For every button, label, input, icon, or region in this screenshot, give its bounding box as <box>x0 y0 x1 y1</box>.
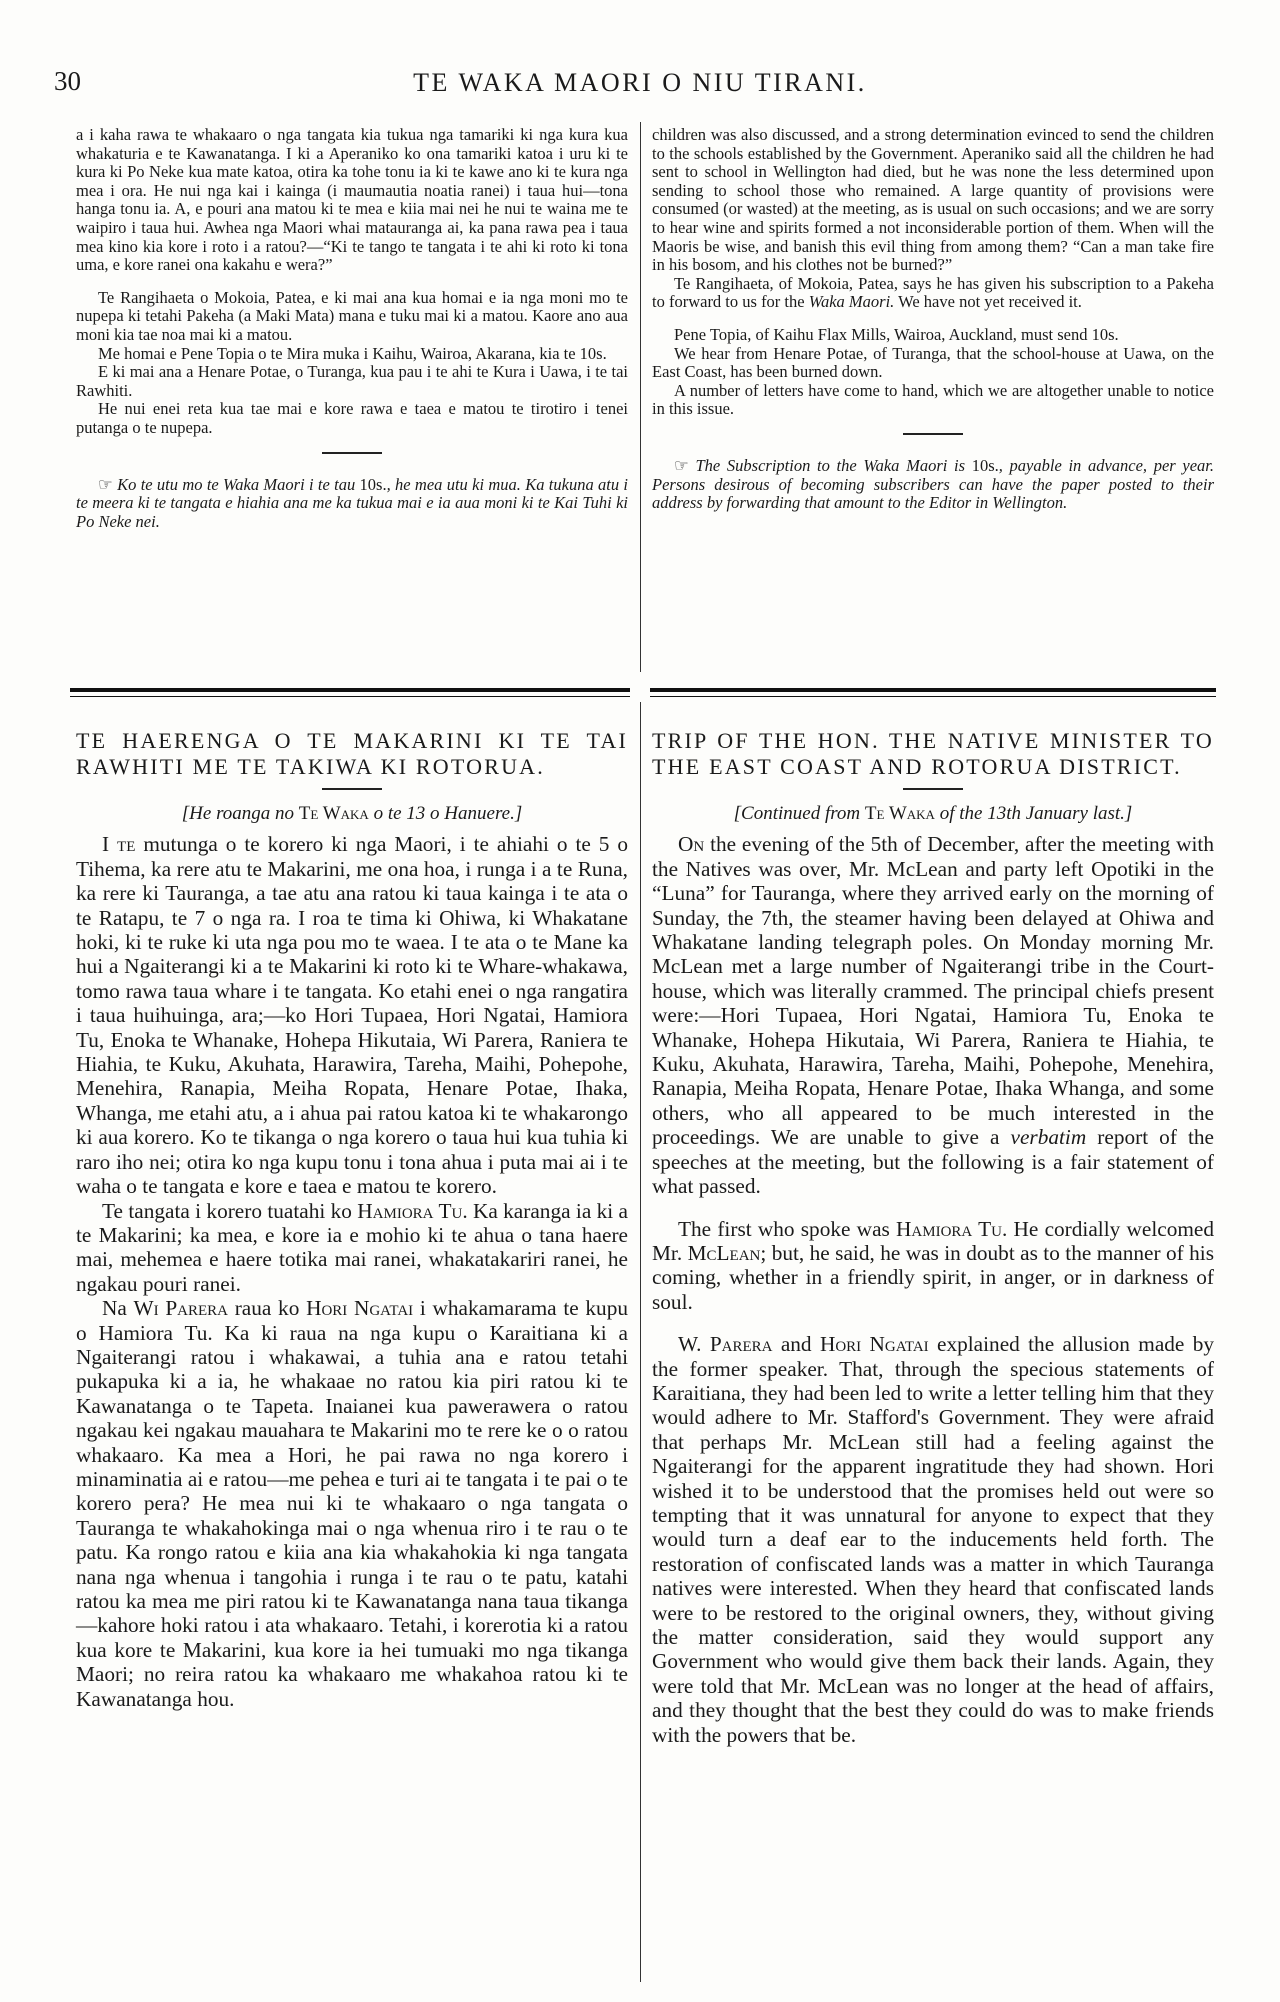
paragraph <box>76 1296 628 1711</box>
text-run: E ki mai ana a Henare Potae, o Turanga, kua pau i te ahi te Kura i Uawa, i te tai Rawhiti. <box>76 362 628 400</box>
top-left-text <box>76 126 628 438</box>
small-caps-text: Hori Ngatai <box>306 1296 414 1321</box>
divider <box>322 452 382 454</box>
subscription-notice-english <box>652 457 1214 513</box>
text-run: Te Rangihaeta o Mokoia, Patea, e ki mai ana kua homai e ia nga moni mo te nupepa ki tetahi Pakeha (a Maki Mata) mana e tuku mai ki a matou. Kaore ano aua moni kia tae noa mai ki a matou. <box>76 287 628 344</box>
text-run: ; but, he said, he was in doubt as to the manner of his coming, whether in a friendly spirit, in anger, or in darkness of soul. <box>652 1240 1214 1314</box>
paragraph <box>76 345 628 364</box>
top-right-column <box>652 126 1214 513</box>
paragraph <box>652 382 1214 419</box>
article-body <box>76 832 628 1711</box>
article-subheading <box>76 802 628 826</box>
page-number: 30 <box>54 66 81 96</box>
text-run: Na <box>102 1296 134 1321</box>
article-heading: TRIP OF THE HON. THE NATIVE MINISTER TO THE EAST COAST AND ROTORUA DISTRICT. <box>652 728 1214 779</box>
text-run: Ko te utu mo te Waka Maori i te tau <box>117 474 360 494</box>
text-run: O <box>678 832 694 857</box>
italic-text: Waka Maori. <box>808 292 895 312</box>
small-caps-text: Hamiora Tu. <box>357 1198 468 1223</box>
text-run: The first who spoke was <box>678 1216 897 1241</box>
paragraph <box>76 363 628 400</box>
paragraph <box>76 832 628 1198</box>
text-run: , he mea utu ki mua. Ka tukuna atu i te meera ki te tangata e hiahia ana me ka tukua mai e ia aua moni ki te Kai Tuhi ki Po Neke nei. <box>76 474 629 531</box>
paragraph <box>652 1332 1214 1747</box>
italic-text: verbatim <box>1010 1125 1087 1150</box>
text-run: explained the allusion made by the former speaker. That, through the specious statements of Karaitiana, they had been led to write a letter telling him that they would adhere to Mr. Stafford's Government. They were afraid that perhaps Mr. McLean still had a feeling against the Ngaiterangi for the apparent ingratitude they had shown. Hori wished it to be understood that the promises held out were so tempting that it was unnatural for anyone to expect that they would turn a deaf ear to the inducements held forth. The restoration of confiscated lands was a matter in which Tauranga natives were interested. When they heard that confiscated lands were to be restored to the original owners, they, without giving the matter consideration, said they would support any Government who would give them back their lands. Again, they were told that Mr. McLean was no longer at the head of affairs, and they thought that the best they could do was to make friends with the powers that be. <box>652 1332 1215 1747</box>
text-run: the evening of the 5th of December, after the meeting with the Natives was over, Mr. McLean and party left Opotiki in the “Luna” for Tauranga, where they arrived early on the morning of Sunday, the 7th, the steamer having been delayed at Ohiwa and Whakatane landing telegraph poles. On Monday morning Mr. McLean met a large number of Ngaiterangi tribe in the Court-house, which was literally crammed. The principal chiefs present were:—Hori Tupaea, Hori Ngatai, Hamiora Tu, Enoka te Whanake, Hohepa Hikutaia, Wi Parera, Raniera te Hiahia, te Kuku, Akuhata, Harawira, Tareha, Maihi, Pohepohe, Menehira, Ranapia, Meiha Ropata, Henare Potae, Ihaka Whanga, and some others, who all appeared to be much interested in the proceedings. We are unable to give a <box>652 832 1214 1150</box>
small-caps-text: McLean <box>687 1240 761 1265</box>
subscription-notice-maori <box>76 476 628 532</box>
paragraph-group <box>652 832 1214 1198</box>
column-divider <box>640 702 641 1982</box>
text-run: A number of letters have come to hand, which we are altogether unable to notice in this issue. <box>652 380 1214 419</box>
text-run: Pene Topia, of Kaihu Flax Mills, Wairoa, Auckland, must send 10s. <box>674 324 1119 344</box>
paragraph-group <box>76 832 628 1711</box>
divider <box>322 788 382 790</box>
text-run: We have not yet received it. <box>894 292 1082 312</box>
paragraph-group <box>652 1217 1214 1315</box>
section-rule-thick <box>650 688 1216 692</box>
text-run: o te 13 o Hanuere.] <box>368 803 523 824</box>
column-divider <box>640 122 641 672</box>
text-run: W. <box>678 1332 710 1357</box>
article-heading: TE HAERENGA O TE MAKARINI KI TE TAI RAWHITI ME TE TAKIWA KI ROTORUA. <box>76 728 628 779</box>
text-run: [He roanga no <box>181 803 299 824</box>
text-run: 10s. <box>359 474 387 494</box>
top-left-column <box>76 126 628 531</box>
section-rule-thin <box>70 696 630 697</box>
small-caps-text: Te Waka <box>298 803 369 824</box>
text-run: The Subscription to the Waka Maori is <box>695 455 972 475</box>
paragraph <box>76 126 628 275</box>
paragraph <box>76 289 628 345</box>
small-caps-text: Hori Ngatai <box>819 1332 929 1357</box>
text-run: , payable in advance, per year. Persons desirous of becoming subscribers can have the paper posted to their address by forwarding that amount to the Editor in Wellington. <box>652 455 1215 513</box>
paragraph <box>652 1217 1214 1315</box>
paragraph <box>76 1199 628 1297</box>
small-caps-text: Wi Parera <box>133 1296 229 1321</box>
paragraph-group <box>76 126 628 275</box>
paragraph <box>652 275 1214 312</box>
paragraph-group <box>652 326 1214 419</box>
section-rule-thick <box>70 688 630 692</box>
text-run: report of the speeches at the meeting, but the following is a fair statement of what passed. <box>652 1125 1214 1199</box>
pointing-hand-icon: ☞ <box>98 474 113 494</box>
small-caps-text: te <box>117 832 136 857</box>
small-caps-text: Parera <box>709 1332 773 1357</box>
divider <box>903 788 963 790</box>
text-run: children was also discussed, and a strong determination evinced to send the children to the schools established by the Government. Aperaniko said all the children he had sent to school in Wellington had died, but he was none the less determined upon sending to school those who remained. A large quantity of provisions were consumed (or wasted) at the meeting, as is usual on such occasions; and we are sorry to hear wine and spirits formed a not inconsiderable portion of them. When will the Maoris be wise, and banish this evil thing from among them? “Can a man take fire in his bosom, and his clothes not be burned?” <box>652 125 1214 275</box>
paragraph-group <box>652 126 1214 312</box>
text-run: We hear from Henare Potae, of Turanga, that the school-house at Uawa, on the East Coast, has been burned down. <box>652 343 1214 382</box>
text-run: mutunga o te korero ki nga Maori, i te ahiahi o te 5 o Tihema, ka rere atu te Makarini, me ona hoa, i runga i a te Runa, ka rere ki Tauranga, a tae atu ana ratou ki taua kainga i te ata o te Ratapu, te 7 o nga ra. I roa te tima ki Ohiwa, ki Whakatane hoki, ki te ruke ki uta nga pou mo te waea. I te ata o te Mane ka hui a Ngaiterangi ki a te Makarini ki roto ki te Whare-whakawa, tomo rawa taua whare i te tangata. Ko etahi enei o nga rangatira i taua huihuinga, ara;—ko Hori Tupaea, Hori Ngatai, Hamiora Tu, Enoka te Whanake, Hohepa Hikutaia, Wi Parera, Raniera te Hiahia, te Kuku, Akuhata, Harawira, Tareha, Maihi, Pohepohe, Menehira, Ranapia, Meiha Ropata, Henare Potae, Ihaka, Whanga, me etahi atu, a i ahua pai ratou katoa ki te whakarongo ki aua korero. Ko te tikanga o nga korero o taua hui kua tuhia ki raro iho nei; otira ko nga kupu tonu i tona ahua i puta mai ai i te waha o te tangata e kore e taea e matou te korero. <box>76 832 628 1199</box>
small-caps-text: n <box>693 832 705 857</box>
article-body <box>652 832 1214 1747</box>
small-caps-text: Te Waka <box>864 803 935 824</box>
text-run: [Continued from <box>733 803 865 824</box>
text-run: He cordially welcomed Mr. <box>652 1216 1215 1265</box>
paragraph <box>652 345 1214 382</box>
text-run: of the 13th January last.] <box>934 803 1133 824</box>
text-run: raua ko <box>228 1296 307 1321</box>
divider <box>903 433 963 435</box>
small-caps-text: Hamiora Tu. <box>896 1216 1008 1241</box>
paragraph-group <box>652 1332 1214 1747</box>
maori-article <box>76 728 628 1729</box>
text-run: Te tangata i korero tuatahi ko <box>102 1198 358 1223</box>
text-run: Ka karanga ia ki a te Makarini; ka mea, e kore ia e mohio ki te ahua o tana haere mai, mehemea e haere totika mai ranei, whakatakariri ranei, he ngakau pouri ranei. <box>76 1198 628 1296</box>
paragraph <box>652 326 1214 345</box>
text-run: i whakamarama te kupu o Hamiora Tu. Ka ki raua na nga kupu o Karaitiana ki a Ngaiterangi ratou i whakawai, a tuhia ana e ratou tetahi pukapuka ki a ia, he whakaae no ratou kia piri ratou ki te Kawanatanga o te Tapeta. Inaianei kua pawerawera o ratou ngakau kei ngakau mauahara te Makarini mo te rere ke o o ratou whakaaro. Ka mea a Hori, he pai rawa no nga korero i minaminatia ai e ratou—me pehea e turi ai te tangata i te pai o te korero pera? He mea nui ki te whakaaro o nga tangata o Tauranga te whakahokinga mai o nga whenua riro i te rau o te patu. Ka rongo ratou e kiia ana kia whakahokia ki nga tangata nana nga whenua i tangohia i runga i te rau o te patu, katahi ratou ka mea me piri ratou ki te Kawanatanga nana taua tikanga—kahore hoki ratou i ata whakaaro. Tetahi, i korerotia ki a ratou kua kore te Makarini, kua kore ia hei tumuaki mo nga tikanga Maori; no reira ratou ka whakaaro me whakahoa ratou ki te Kawanatanga hou. <box>76 1296 628 1711</box>
english-article <box>652 728 1214 1765</box>
paragraph <box>652 832 1214 1198</box>
paragraph <box>76 400 628 437</box>
pointing-hand-icon: ☞ <box>674 455 689 475</box>
top-right-text <box>652 126 1214 419</box>
paragraph-group <box>76 289 628 438</box>
text-run: and <box>772 1332 820 1357</box>
text-run: I <box>102 832 118 857</box>
newspaper-title: TE WAKA MAORI O NIU TIRANI. <box>413 68 867 97</box>
article-subheading <box>652 802 1214 826</box>
paragraph <box>652 126 1214 275</box>
text-run: 10s. <box>971 455 999 475</box>
section-rule-thin <box>650 696 1216 697</box>
text-run: He nui enei reta kua tae mai e kore rawa e taea e matou te tirotiro i tenei putanga o te nupepa. <box>76 399 628 437</box>
text-run: Te Rangihaeta, of Mokoia, Patea, says he has given his subscription to a Pakeha to forward to us for the <box>652 273 1214 312</box>
text-run: Me homai e Pene Topia o te Mira muka i Kaihu, Wairoa, Akarana, kia te 10s. <box>98 343 607 363</box>
text-run: a i kaha rawa te whakaaro o nga tangata kia tukua nga tamariki ki nga kura kua whakaturia e te Kawanatanga. I ki a Aperaniko ko ona tamariki katoa i uru ki te kura ki Po Neke kua mate katoa, otira ka tohe tonu ia ki te kawe ano ki te kura nga mea i ora. He nui nga kai i kainga (i maumautia noatia ranei) i taua hui—tona hanga tonu ia. A, e pouri ana matou ki te mea e kiia mai nei he nui te waina me te waipiro i taua hui. Awhea nga Maori whai matauranga ai, ka pana rawa pea i taua mea kino kia kore i roto i a ratou?—“Ki te tango te tangata i te ahi ki roto ki tona uma, e kore ranei ona kakahu e wera?” <box>76 125 628 275</box>
